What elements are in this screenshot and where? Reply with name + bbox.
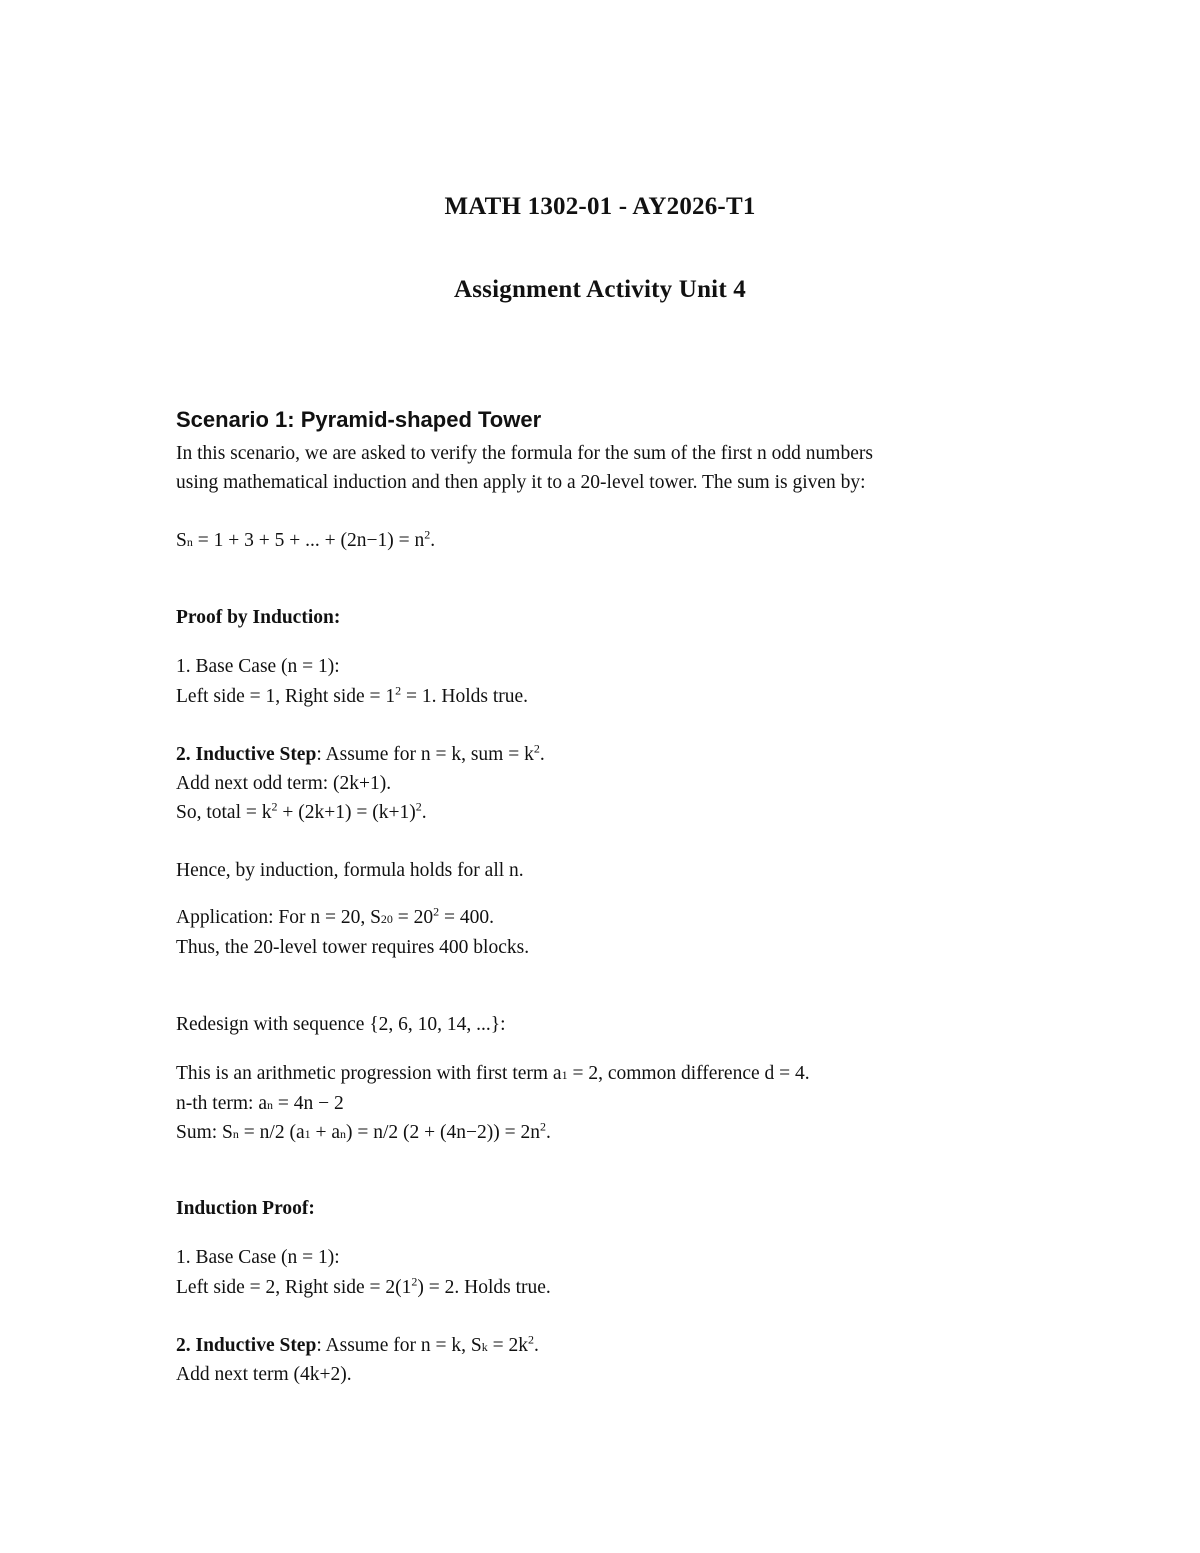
proof-heading: Proof by Induction: [176, 607, 341, 628]
inductive-step [176, 741, 545, 766]
sum-b: = n/2 (a [238, 1122, 305, 1143]
nth-term [176, 1093, 344, 1115]
redesign-base-case-text [176, 1274, 551, 1299]
formula-lhs-subscript: n [186, 535, 193, 549]
formula-rhs: = 1 + 3 + 5 + ... + (2n−1) = n [192, 530, 425, 551]
application-subscript: 20 [380, 912, 393, 926]
redesign-intro: Redesign with sequence {2, 6, 10, 14, ...}: [176, 1014, 506, 1035]
redesign-base-case-a: Left side = 2, Right side = 2(1 [176, 1277, 412, 1298]
application-exponent: 2 [433, 904, 440, 919]
induction-proof-heading: Induction Proof: [176, 1198, 315, 1219]
redesign-inductive-step-subscript: k [481, 1340, 488, 1354]
ap-subscript: 1 [561, 1068, 568, 1082]
total-exponent-2: 2 [415, 799, 422, 814]
intro-line-2: using mathematical induction and then apply it to a 20-level tower. The sum is given by: [176, 472, 866, 493]
total-exponent-1: 2 [271, 799, 278, 814]
sum-c: + a [310, 1122, 341, 1143]
redesign-next-term: Add next term (4k+2). [176, 1364, 352, 1385]
scenario1-heading: Scenario 1: Pyramid-shaped Tower [176, 407, 542, 432]
total-b: + (2k+1) = (k+1) [277, 802, 416, 823]
assignment-title: Assignment Activity Unit 4 [453, 276, 746, 303]
intro-line-1: In this scenario, we are asked to verify the formula for the sum of the first n odd numbers [176, 443, 873, 464]
ap-b: = 2, common difference d = 4. [567, 1063, 810, 1084]
nth-term-a: n-th term: a [176, 1093, 267, 1114]
redesign-inductive-step-exponent: 2 [527, 1332, 534, 1347]
blocks-result: Thus, the 20-level tower requires 400 blocks. [176, 937, 530, 958]
next-odd-term: Add next odd term: (2k+1). [176, 773, 392, 794]
sum-d: ) = n/2 (2 + (4n−2)) = 2n [346, 1122, 541, 1143]
redesign-inductive-step [176, 1332, 539, 1357]
base-case-exponent: 2 [395, 683, 402, 698]
redesign-inductive-step-b: = 2k [487, 1335, 528, 1356]
formula-exponent: 2 [424, 527, 431, 542]
inductive-step-exponent: 2 [533, 741, 540, 756]
base-case-text-a: Left side = 1, Right side = 1 [176, 686, 396, 707]
sum-subscript-2: 1 [304, 1127, 311, 1141]
sum-formula [176, 527, 436, 552]
redesign-base-case-b: ) = 2. Holds true. [417, 1277, 551, 1298]
ap-a: This is an arithmetic progression with first term a [176, 1063, 562, 1084]
inductive-step-a: : Assume for n = k, sum = k [316, 744, 534, 765]
course-title: MATH 1302-01 - AY2026-T1 [444, 193, 756, 220]
sum-subscript-3: n [340, 1127, 347, 1141]
sum-e: . [546, 1122, 551, 1143]
total-line [176, 799, 427, 824]
total-a: So, total = k [176, 802, 272, 823]
base-case-text [176, 683, 529, 708]
redesign-inductive-step-label: 2. Inductive Step [176, 1335, 317, 1356]
nth-term-subscript: n [266, 1098, 273, 1112]
formula-lhs: S [176, 530, 187, 551]
conclusion: Hence, by induction, formula holds for all n. [176, 860, 524, 881]
inductive-step-b: . [539, 744, 545, 765]
application-b: = 20 [392, 907, 434, 928]
redesign-inductive-step-c: . [533, 1335, 539, 1356]
sum-subscript-1: n [232, 1127, 239, 1141]
sum-line [176, 1119, 551, 1144]
base-case-text-b: = 1. Holds true. [401, 686, 529, 707]
application-a: Application: For n = 20, S [176, 907, 381, 928]
formula-end: . [430, 530, 436, 551]
nth-term-b: = 4n − 2 [272, 1093, 344, 1114]
redesign-base-case-label: 1. Base Case (n = 1): [176, 1247, 340, 1268]
sum-a: Sum: S [176, 1122, 233, 1143]
inductive-step-label: 2. Inductive Step [176, 744, 317, 765]
base-case-label: 1. Base Case (n = 1): [176, 656, 340, 677]
sum-exponent: 2 [540, 1119, 547, 1134]
application [176, 904, 495, 929]
redesign-inductive-step-a: : Assume for n = k, S [316, 1335, 482, 1356]
arithmetic-progression [176, 1063, 810, 1085]
application-c: = 400. [439, 907, 495, 928]
redesign-base-case-exponent: 2 [411, 1274, 418, 1289]
total-c: . [421, 802, 427, 823]
